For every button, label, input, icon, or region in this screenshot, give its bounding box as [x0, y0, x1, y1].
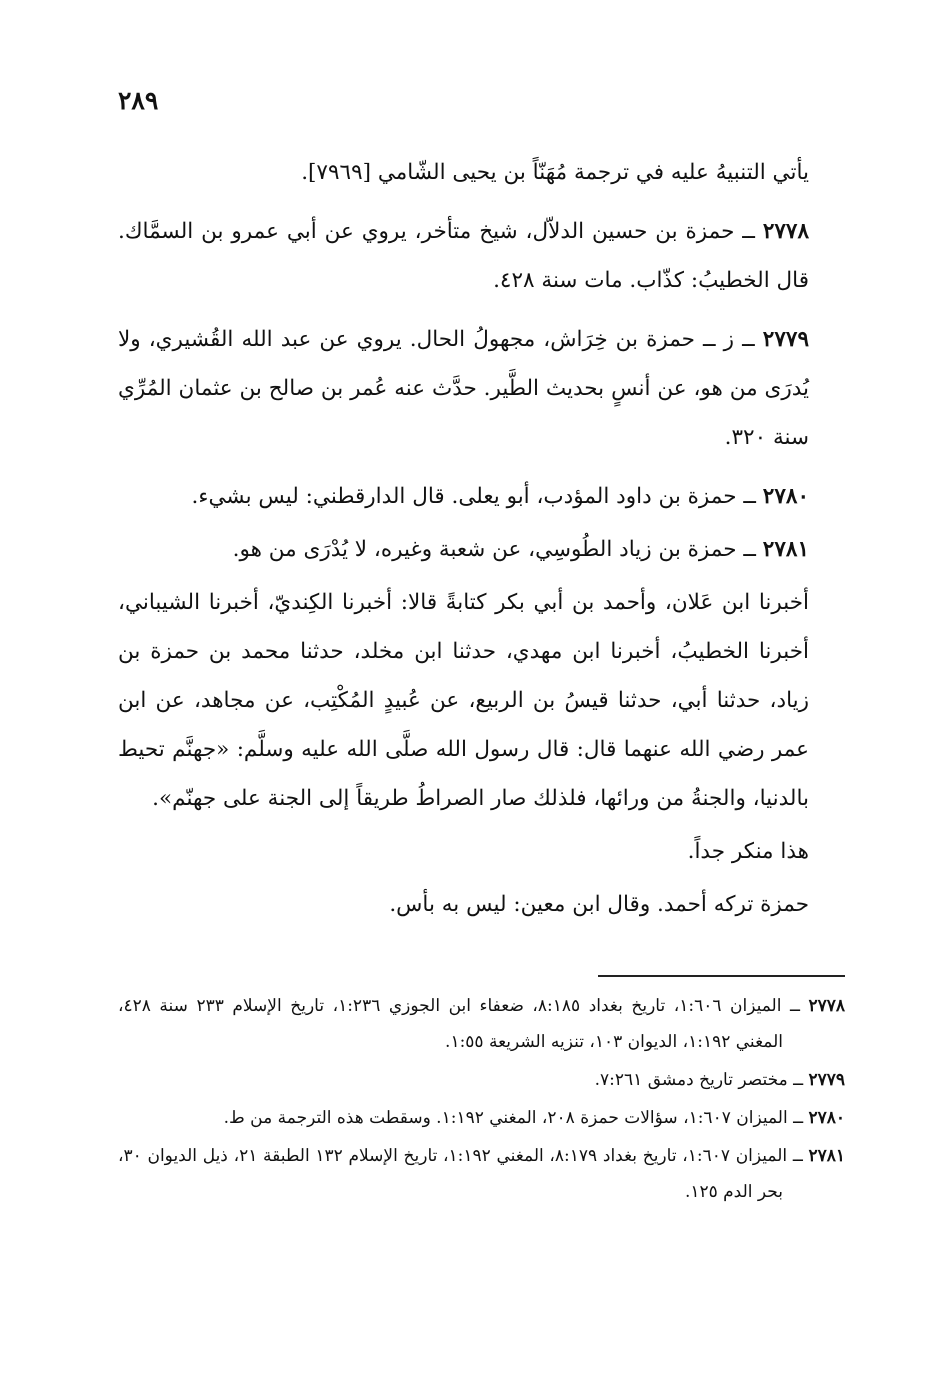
entry-2779	[118, 315, 845, 462]
comment-munkar: هذا منكر جداً.	[687, 839, 809, 864]
footnote-2780	[118, 1100, 845, 1136]
hadith-paragraph: أخبرنا ابن عَلان، وأحمد بن أبي بكر كتابةً قالا: أخبرنا الكِنديّ، أخبرنا الشيباني، أخبرنا الخطيبُ، أخبرنا ابن مهدي، حدثنا ابن مخلد، حدثنا محمد بن حمزة بن زياد، حدثنا أبي، حدثنا قيسُ بن الربيع، عن عُبيدٍ المُكْتِب، عن مجاهد، عن ابن عمر رضي الله عنهما قال: قال رسول الله صلَّى الله عليه وسلَّم: «جهنَّم تحيط بالدنيا، والجنةُ من ورائها، فلذلك صار الصراطُ طريقاً إلى الجنة على جهنّم».	[118, 590, 809, 811]
footnote-number: ٢٧٧٨	[808, 996, 846, 1016]
footnote-number: ٢٧٧٩	[808, 1070, 845, 1090]
footnote-text: ــ الميزان ١:٦٠٧، تاريخ بغداد ٨:١٧٩، المغني ١:١٩٢، تاريخ الإسلام ١٣٢ الطبقة ٢١، ذيل الديوان ٣٠، بحر الدم ١٢٥.	[118, 1146, 803, 1202]
footnote-2778	[118, 988, 845, 1060]
footnote-text: ــ الميزان ١:٦٠٦، تاريخ بغداد ٨:١٨٥، ضعفاء ابن الجوزي ١:٢٣٦، تاريخ الإسلام ٢٣٣ سنة ٤٢٨، المغني ١:١٩٢، الديوان ١٠٣، تنزيه الشريعة ١:٥٥.	[118, 996, 800, 1052]
entry-number: ٢٧٨١	[762, 537, 809, 562]
entry-number: ٢٧٧٨	[762, 219, 810, 244]
footnote-2779	[118, 1062, 845, 1098]
footnotes	[118, 988, 845, 1212]
entry-text: ــ حمزة بن داود المؤدب، أبو يعلى. قال الدارقطني: ليس بشيء.	[191, 484, 756, 509]
entry-2780	[118, 472, 845, 521]
entry-2781	[118, 525, 845, 574]
footnote-number: ٢٧٨١	[808, 1146, 846, 1166]
intro-paragraph: يأتي التنبيهُ عليه في ترجمة مُهَنّاً بن يحيى الشّامي [٧٩٦٩].	[301, 160, 809, 185]
entry-number: ٢٧٨٠	[762, 484, 809, 509]
entry-2778	[118, 207, 845, 305]
footnote-divider	[598, 975, 845, 977]
entry-number: ٢٧٧٩	[762, 327, 809, 352]
footnote-text: ــ مختصر تاريخ دمشق ٧:٢٦١.	[594, 1070, 804, 1090]
entry-text: ــ حمزة بن زياد الطُوسِي، عن شعبة وغيره، لا يُدْرَى من هو.	[232, 537, 756, 562]
footnote-number: ٢٧٨٠	[808, 1108, 845, 1128]
entry-text: ــ حمزة بن حسين الدلاّل، شيخ متأخر، يروي عن أبي عمرو بن السمَّاك. قال الخطيبُ: كذّاب. مات سنة ٤٢٨.	[118, 219, 809, 293]
footnote-2781	[118, 1138, 845, 1210]
footnote-text: ــ الميزان ١:٦٠٧، سؤالات حمزة ٢٠٨، المغني ١:١٩٢. وسقطت هذه الترجمة من ط.	[223, 1108, 804, 1128]
entry-text: ــ ز ــ حمزة بن خِرَاش، مجهولُ الحال. يروي عن عبد الله القُشيري، ولا يُدرَى من هو، عن أنسٍ بحديث الطَّير. حدَّث عنه عُمر بن صالح بن عثمان المُرِّي سنة ٣٢٠.	[118, 327, 809, 450]
page-number: ٢٨٩	[118, 86, 159, 115]
comment-ibn-main: حمزة تركه أحمد. وقال ابن معين: ليس به بأس.	[389, 892, 809, 917]
main-text	[118, 148, 845, 933]
